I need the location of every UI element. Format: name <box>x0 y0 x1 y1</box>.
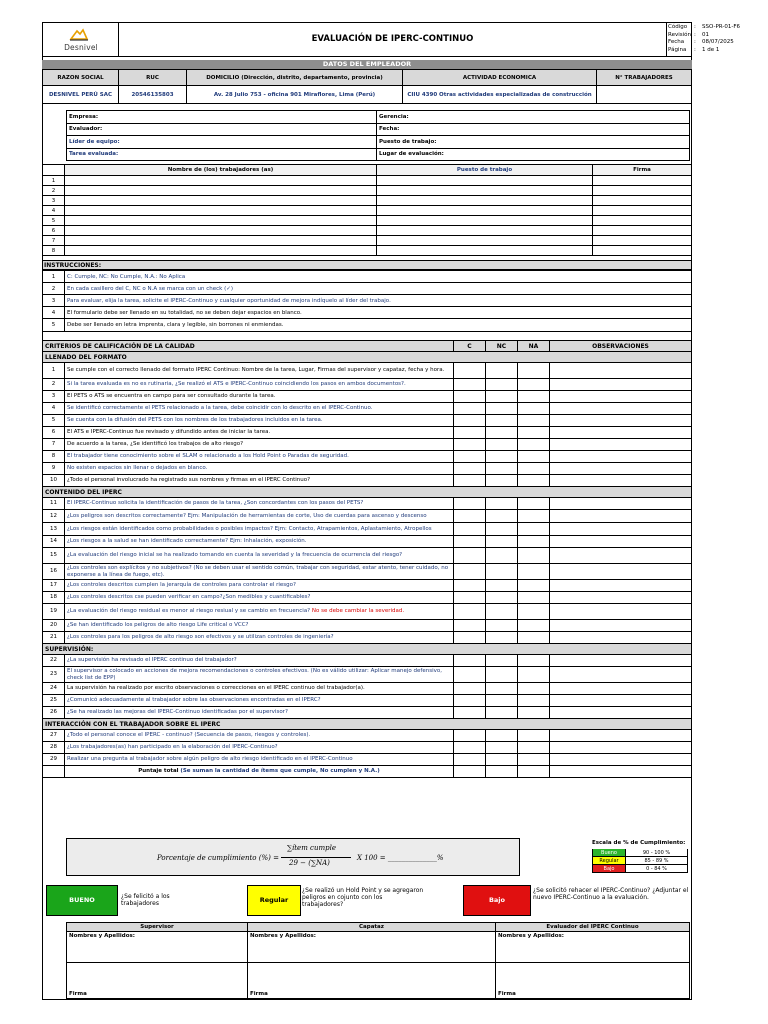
na-checkbox[interactable] <box>518 363 550 379</box>
criterio-text: ¿Comunicó adecuadamente al trabajador sobre las observaciones encontradas en el IPERC? <box>65 695 454 707</box>
supervisor-signature[interactable]: Firma <box>67 963 248 999</box>
criterio-text: El supervisor a colocado en acciones de mejora recomendaciones o controles efectivos. (No es válido utilizar: Aplicar manejo defensivo, check list de EPP) <box>65 667 454 683</box>
observaciones-cell[interactable] <box>550 564 692 580</box>
na-checkbox[interactable] <box>518 707 550 719</box>
lugar-field[interactable]: Lugar de evaluación: <box>377 148 690 161</box>
empresa-field[interactable]: Empresa: <box>67 111 377 124</box>
nc-checkbox[interactable] <box>486 742 518 754</box>
doc-date: 08/07/2025 <box>702 39 734 45</box>
observaciones-cell[interactable] <box>550 754 692 766</box>
nc-checkbox[interactable] <box>486 548 518 564</box>
criterios-section-title: LLENADO DEL FORMATO <box>43 352 692 363</box>
na-checkbox[interactable] <box>518 620 550 632</box>
observaciones-cell[interactable] <box>550 379 692 391</box>
ruc-value: 20546135803 <box>119 86 187 104</box>
na-checkbox[interactable] <box>518 754 550 766</box>
criterios-table <box>42 340 692 778</box>
nc-checkbox[interactable] <box>486 451 518 463</box>
criterio-row: 13 ¿Los riesgos están identificados como probabilidades o posibles impactos? Ejm: Contacto, Atrapamientos, Aplastamiento, Atropellos <box>43 523 692 536</box>
compliance-formula: Porcentaje de cumplimiento (%) = ∑ítem cumple 29 − (∑NA) X 100 = ______________% <box>66 838 520 876</box>
na-checkbox[interactable] <box>518 403 550 415</box>
criterio-text: ¿Los controles para los peligros de alto riesgo son efectivos y se utilizan controles de ingeniería? <box>65 632 454 644</box>
na-checkbox[interactable] <box>518 632 550 644</box>
worker-row: 8 <box>43 246 692 256</box>
criterio-row: 14 ¿Los riesgos a la salud se han identificado correctamente? Ejm: Inhalación, exposición. <box>43 536 692 548</box>
observaciones-cell[interactable] <box>550 498 692 510</box>
nc-checkbox[interactable] <box>486 655 518 667</box>
c-checkbox[interactable] <box>454 463 486 475</box>
doc-page: 1 de 1 <box>702 46 720 53</box>
compliance-scale: Escala de % de Cumplimiento: Bueno 90 - 100 % Regular 85 - 89 % Bajo 0 - 84 % <box>592 840 690 873</box>
c-checkbox[interactable] <box>454 523 486 536</box>
list-item: 5 Debe ser llenado en letra imprenta, clara y legible, sin borrones ni enmiendas. <box>43 319 692 332</box>
evaluador-field[interactable]: Evaluador: <box>67 123 377 136</box>
criterio-text: De acuerdo a la tarea, ¿Se identificó los trabajos de alto riesgo? <box>65 439 454 451</box>
formula-result[interactable]: X 100 = ______________% <box>357 854 444 862</box>
na-checkbox[interactable] <box>518 439 550 451</box>
capataz-signature[interactable]: Firma <box>248 963 496 999</box>
c-checkbox[interactable] <box>454 379 486 391</box>
criterio-text: ¿Los trabajadores(as) han participado en la elaboración del IPERC-Continuo? <box>65 742 454 754</box>
criterio-text: ¿Los peligros son descritos correctamente? Ejm: Manipulación de herramientas de corte, Uso de cuerdas para ascenso y descenso <box>65 510 454 523</box>
criterio-text: Se cumple con el correcto llenado del formato IPERC Continuo: Nombre de la tarea, Lugar, Firmas del supervisor y capataz, fecha y hora. <box>65 363 454 379</box>
nc-checkbox[interactable] <box>486 754 518 766</box>
criterio-row: 26 ¿Se ha realizado las mejoras del IPERC-Continuo identificadas por el supervisor? <box>43 707 692 719</box>
actividad-value: CIIU 4390 Otras actividades especializadas de construcción <box>403 86 597 104</box>
criterio-row: 21 ¿Los controles para los peligros de alto riesgo son efectivos y se utilizan controles de ingeniería? <box>43 632 692 644</box>
list-item: 4 El formulario debe ser llenado en su totalidad, no se deben dejar espacios en blanco. <box>43 307 692 319</box>
criterios-section-title: INTERACCIÓN CON EL TRABAJADOR SOBRE EL IPERC <box>43 719 692 730</box>
c-checkbox[interactable] <box>454 475 486 487</box>
criterio-row: 8 El trabajador tiene conocimiento sobre el SLAM o relacionado a los Hold Point o Paradas de seguridad. <box>43 451 692 463</box>
nc-checkbox[interactable] <box>486 620 518 632</box>
criterio-text: Si la tarea evaluada es no es rutinaria, ¿Se realizó el ATS e IPERC-Continuo coincidiendo los pasos en ambos documentos?. <box>65 379 454 391</box>
criterio-text: La supervisión ha realizado por escrito observaciones o correcciones en el IPERC continuo del trabajador(a). <box>65 683 454 695</box>
nc-checkbox[interactable] <box>486 391 518 403</box>
criterio-row: 19 ¿La evaluación del riesgo residual es menor al riesgo resiual y se cambio en frecuencia? No se debe cambiar la severidad. <box>43 604 692 620</box>
c-checkbox[interactable] <box>454 730 486 742</box>
criterio-row: 25 ¿Comunicó adecuadamente al trabajador sobre las observaciones encontradas en el IPERC? <box>43 695 692 707</box>
instrucciones-title: INSTRUCCIONES: <box>42 260 692 270</box>
criterio-text: No existen espacios sin llenar o dejados en blanco. <box>65 463 454 475</box>
nc-checkbox[interactable] <box>486 523 518 536</box>
criterio-row: 16 ¿Los controles son explícitos y no subjetivos? (No se deben usar el sentido común, trabajar con seguridad, estar atento, tener cuidado, no exponerse a la línea de fuego, etc). <box>43 564 692 580</box>
worker-row: 3 <box>43 196 692 206</box>
c-checkbox[interactable] <box>454 754 486 766</box>
criterios-section-title: CONTENIDO DEL IPERC <box>43 487 692 498</box>
criterio-row: 7 De acuerdo a la tarea, ¿Se identificó los trabajos de alto riesgo? <box>43 439 692 451</box>
criterios-section-title: SUPERVISIÓN: <box>43 644 692 655</box>
na-checkbox[interactable] <box>518 580 550 592</box>
observaciones-cell[interactable] <box>550 451 692 463</box>
observaciones-cell[interactable] <box>550 604 692 620</box>
criterio-row: 23 El supervisor a colocado en acciones de mejora recomendaciones o controles efectivos. (No es válido utilizar: Aplicar manejo defensivo, check list de EPP) <box>43 667 692 683</box>
criterio-text: El PETS o ATS se encuentra en campo para ser consultado durante la tarea. <box>65 391 454 403</box>
c-checkbox[interactable] <box>454 391 486 403</box>
criterio-text: ¿Se han identificado los peligros de alto riesgo Life critical o VCC? <box>65 620 454 632</box>
na-checkbox[interactable] <box>518 510 550 523</box>
nc-checkbox[interactable] <box>486 415 518 427</box>
evaluador-name[interactable]: Nombres y Apellidos: <box>496 932 690 963</box>
c-checkbox[interactable] <box>454 683 486 695</box>
nc-checkbox[interactable] <box>486 592 518 604</box>
nc-checkbox[interactable] <box>486 498 518 510</box>
c-checkbox[interactable] <box>454 510 486 523</box>
criterio-row: 9 No existen espacios sin llenar o dejados en blanco. <box>43 463 692 475</box>
c-checkbox[interactable] <box>454 548 486 564</box>
criterio-text: El ATS e IPERC-Continuo fue revisado y difundido antes de iniciar la tarea. <box>65 427 454 439</box>
puntaje-total-row: Puntaje total (Se suman la cantidad de ítems que cumple, No cumplen y N.A.) <box>43 766 692 778</box>
observaciones-cell[interactable] <box>550 363 692 379</box>
nc-checkbox[interactable] <box>486 463 518 475</box>
criterio-text: Se identificó correctamente el PETS relacionado a la tarea, debe coincidir con lo descrito en el IPERC-Continuo. <box>65 403 454 415</box>
c-checkbox[interactable] <box>454 451 486 463</box>
workers-table: Nombre de (los) trabajadores (as) Puesto de trabajo Firma 1 2 3 4 5 6 7 8 <box>42 164 692 256</box>
observaciones-cell[interactable] <box>550 707 692 719</box>
nc-checkbox[interactable] <box>486 683 518 695</box>
c-checkbox[interactable] <box>454 667 486 683</box>
observaciones-cell[interactable] <box>550 523 692 536</box>
observaciones-cell[interactable] <box>550 415 692 427</box>
criterio-text: Se cuenta con la difusión del PETS con los nombres de los trabajadores incluidos en la tarea. <box>65 415 454 427</box>
nc-checkbox[interactable] <box>486 475 518 487</box>
criterio-row: 11 El IPERC-Continuo solicita la identificación de pasos de la tarea, ¿Son concordantes con los pasos del PETS? <box>43 498 692 510</box>
criterio-row: 28 ¿Los trabajadores(as) han participado en la elaboración del IPERC-Continuo? <box>43 742 692 754</box>
criterio-row: 1 Se cumple con el correcto llenado del formato IPERC Continuo: Nombre de la tarea, Lugar, Firmas del supervisor y capataz, fecha y hora. <box>43 363 692 379</box>
observaciones-cell[interactable] <box>550 695 692 707</box>
na-checkbox[interactable] <box>518 683 550 695</box>
na-checkbox[interactable] <box>518 548 550 564</box>
document-meta: Código : SSO-PR-01-F6 Revisión : 01 Fecha : 08/07/2025 Página : 1 de 1 <box>668 24 740 53</box>
observaciones-cell[interactable] <box>550 742 692 754</box>
doc-code: SSO-PR-01-F6 <box>702 24 740 30</box>
criterio-text: ¿Se ha realizado las mejoras del IPERC-Continuo identificadas por el supervisor? <box>65 707 454 719</box>
worker-row: 7 <box>43 236 692 246</box>
c-checkbox[interactable] <box>454 363 486 379</box>
na-checkbox[interactable] <box>518 730 550 742</box>
nc-checkbox[interactable] <box>486 564 518 580</box>
tarea-field[interactable]: Tarea evaluada: <box>67 148 377 161</box>
bueno-badge: BUENO <box>46 885 118 916</box>
criterio-text: ¿Todo el personal involucrado ha registrado sus nombres y firmas en el IPERC Continuo? <box>65 475 454 487</box>
criterio-text: ¿La supervisión ha revisado el IPERC continuo del trabajador? <box>65 655 454 667</box>
bajo-question: ¿Se solicitó rehacer el IPERC-Continuo? ¿Adjuntar el nuevo IPERC-Continuo a la evaluación. <box>533 887 689 901</box>
c-checkbox[interactable] <box>454 707 486 719</box>
na-checkbox[interactable] <box>518 463 550 475</box>
nc-checkbox[interactable] <box>486 427 518 439</box>
criterio-row: 20 ¿Se han identificado los peligros de alto riesgo Life critical o VCC? <box>43 620 692 632</box>
bueno-question: ¿Se felicitó a los trabajadores <box>121 893 170 907</box>
na-checkbox[interactable] <box>518 604 550 620</box>
nc-checkbox[interactable] <box>486 604 518 620</box>
form-header <box>42 22 740 57</box>
criterio-text: ¿La evaluación del riesgo residual es menor al riesgo resiual y se cambio en frecuencia? No se debe cambiar la severidad. <box>65 604 454 620</box>
observaciones-cell[interactable] <box>550 510 692 523</box>
puesto-field[interactable]: Puesto de trabajo: <box>377 136 690 149</box>
na-checkbox[interactable] <box>518 451 550 463</box>
regular-question: ¿Se realizó un Hold Point y se agregaron peligros en cojunto con los trabajadores? <box>302 887 424 908</box>
criterio-text: ¿La evaluación del riesgo inicial se ha realizado tomando en cuenta la severidad y la frecuencia de ocurrencia del riesgo? <box>65 548 454 564</box>
observaciones-cell[interactable] <box>550 730 692 742</box>
worker-row: 6 <box>43 226 692 236</box>
criterio-row: 10 ¿Todo el personal involucrado ha registrado sus nombres y firmas en el IPERC Continuo? <box>43 475 692 487</box>
criterio-row: 2 Si la tarea evaluada es no es rutinaria, ¿Se realizó el ATS e IPERC-Continuo coincidiendo los pasos en ambos documentos?. <box>43 379 692 391</box>
nc-checkbox[interactable] <box>486 510 518 523</box>
criterio-row: 6 El ATS e IPERC-Continuo fue revisado y difundido antes de iniciar la tarea. <box>43 427 692 439</box>
observaciones-cell[interactable] <box>550 427 692 439</box>
criterio-text: ¿Los controles descritos cumplen la jerarquía de controles para controlar el riesgo? <box>65 580 454 592</box>
c-checkbox[interactable] <box>454 564 486 580</box>
doc-revision: 01 <box>702 31 709 38</box>
criterio-row: 4 Se identificó correctamente el PETS relacionado a la tarea, debe coincidir con lo descrito en el IPERC-Continuo. <box>43 403 692 415</box>
c-checkbox[interactable] <box>454 403 486 415</box>
na-checkbox[interactable] <box>518 667 550 683</box>
observaciones-cell[interactable] <box>550 548 692 564</box>
list-item: 3 Para evaluar, elija la tarea, solicite el IPERC-Continuo y cualquier oportunidad de mejora indíquelo al líder del trabajo. <box>43 295 692 307</box>
supervisor-name[interactable]: Nombres y Apellidos: <box>67 932 248 963</box>
form-title: EVALUACIÓN DE IPERC-CONTINUO <box>119 23 667 56</box>
empleador-table: RAZON SOCIAL RUC DOMICILIO (Dirección, distrito, departamento, provincia) ACTIVIDAD ECONOMICA N° TRABAJADORES DESNIVEL PERÚ SAC 20546135803 Av. 28 Julio 753 - oficina 901 Miraflores, Lima (Perú) CIIU 4390 Otras actividades especializadas de construcción <box>42 69 692 104</box>
observaciones-cell[interactable] <box>550 620 692 632</box>
criterio-row: 22 ¿La supervisión ha revisado el IPERC continuo del trabajador? <box>43 655 692 667</box>
puntaje-cell[interactable] <box>454 766 486 778</box>
c-checkbox[interactable] <box>454 415 486 427</box>
na-checkbox[interactable] <box>518 655 550 667</box>
observaciones-cell[interactable] <box>550 632 692 644</box>
na-checkbox[interactable] <box>518 415 550 427</box>
list-item: 1 C: Cumple, NC: No Cumple, N.A.: No Aplica <box>43 271 692 283</box>
list-item: 2 En cada casillero del C, NC o N.A se marca con un check (✓) <box>43 283 692 295</box>
observaciones-cell[interactable] <box>550 403 692 415</box>
criterios-header: CRITERIOS DE CALIFICACIÓN DE LA CALIDAD C NC NA OBSERVACIONES <box>43 341 692 352</box>
nc-checkbox[interactable] <box>486 730 518 742</box>
c-checkbox[interactable] <box>454 742 486 754</box>
puntaje-cell[interactable] <box>486 766 518 778</box>
worker-row: 5 <box>43 216 692 226</box>
na-checkbox[interactable] <box>518 564 550 580</box>
criterio-row: 3 El PETS o ATS se encuentra en campo para ser consultado durante la tarea. <box>43 391 692 403</box>
nc-checkbox[interactable] <box>486 439 518 451</box>
criterio-row: 12 ¿Los peligros son descritos correctamente? Ejm: Manipulación de herramientas de corte, Uso de cuerdas para ascenso y descenso <box>43 510 692 523</box>
observaciones-cell[interactable] <box>550 475 692 487</box>
gerencia-field[interactable]: Gerencia: <box>377 111 690 124</box>
observaciones-cell[interactable] <box>550 667 692 683</box>
na-checkbox[interactable] <box>518 523 550 536</box>
observaciones-cell[interactable] <box>550 592 692 604</box>
nc-checkbox[interactable] <box>486 667 518 683</box>
empleador-band: DATOS DEL EMPLEADOR <box>42 60 692 69</box>
na-checkbox[interactable] <box>518 742 550 754</box>
criterio-text: El trabajador tiene conocimiento sobre el SLAM o relacionado a los Hold Point o Paradas de seguridad. <box>65 451 454 463</box>
nc-checkbox[interactable] <box>486 695 518 707</box>
c-checkbox[interactable] <box>454 620 486 632</box>
observaciones-cell[interactable] <box>550 463 692 475</box>
worker-row: 1 <box>43 176 692 186</box>
na-checkbox[interactable] <box>518 475 550 487</box>
criterio-text: Realizar una pregunta al trabajador sobre algún peligro de alto riesgo identificado en el IPERC-Continuo <box>65 754 454 766</box>
observaciones-cell[interactable] <box>550 439 692 451</box>
observaciones-cell[interactable] <box>550 655 692 667</box>
domicilio-value: Av. 28 Julio 753 - oficina 901 Miraflores, Lima (Perú) <box>187 86 403 104</box>
observaciones-cell[interactable] <box>550 536 692 548</box>
logo-mark-icon <box>69 28 89 41</box>
observaciones-cell[interactable] <box>550 391 692 403</box>
fecha-field[interactable]: Fecha: <box>377 123 690 136</box>
nc-checkbox[interactable] <box>486 536 518 548</box>
na-checkbox[interactable] <box>518 592 550 604</box>
criterio-row: 29 Realizar una pregunta al trabajador sobre algún peligro de alto riesgo identificado en el IPERC-Continuo <box>43 754 692 766</box>
criterio-text: ¿Los riesgos están identificados como probabilidades o posibles impactos? Ejm: Contacto, Atrapamientos, Aplastamiento, Atropellos <box>65 523 454 536</box>
c-checkbox[interactable] <box>454 427 486 439</box>
criterio-row: 27 ¿Todo el personal conoce el IPERC - continuo? (Secuencia de pasos, riesgos y controles). <box>43 730 692 742</box>
criterio-text: ¿Los controles descritos cse pueden verificar en campo?¿Son medibles y cuantificables? <box>65 592 454 604</box>
nc-checkbox[interactable] <box>486 632 518 644</box>
worker-row: 2 <box>43 186 692 196</box>
c-checkbox[interactable] <box>454 632 486 644</box>
criterio-row: 15 ¿La evaluación del riesgo inicial se ha realizado tomando en cuenta la severidad y la frecuencia de ocurrencia del riesgo? <box>43 548 692 564</box>
nc-checkbox[interactable] <box>486 580 518 592</box>
nc-checkbox[interactable] <box>486 403 518 415</box>
lider-field[interactable]: Líder de equipo: <box>67 136 377 149</box>
criterio-text: El IPERC-Continuo solicita la identificación de pasos de la tarea, ¿Son concordantes con los pasos del PETS? <box>65 498 454 510</box>
worker-row: 4 <box>43 206 692 216</box>
evaluador-signature[interactable]: Firma <box>496 963 690 999</box>
c-checkbox[interactable] <box>454 655 486 667</box>
na-checkbox[interactable] <box>518 695 550 707</box>
criterio-row: 18 ¿Los controles descritos cse pueden verificar en campo?¿Son medibles y cuantificables? <box>43 592 692 604</box>
na-checkbox[interactable] <box>518 379 550 391</box>
na-checkbox[interactable] <box>518 427 550 439</box>
signatures-table: Supervisor Capataz Evaluador del IPERC Continuo Nombres y Apellidos: Nombres y Apellidos: Nombres y Apellidos: Firma Firma Firma <box>66 922 690 999</box>
formula-numerator: ∑ítem cumple <box>287 844 336 852</box>
evaluation-info-table <box>66 110 690 161</box>
na-checkbox[interactable] <box>518 498 550 510</box>
na-checkbox[interactable] <box>518 391 550 403</box>
c-checkbox[interactable] <box>454 695 486 707</box>
observaciones-cell[interactable] <box>550 580 692 592</box>
criterio-row: 24 La supervisión ha realizado por escrito observaciones o correcciones en el IPERC continuo del trabajador(a). <box>43 683 692 695</box>
criterio-text: ¿Todo el personal conoce el IPERC - continuo? (Secuencia de pasos, riesgos y controles). <box>65 730 454 742</box>
logo-text: Desnivel <box>64 43 98 52</box>
razon-social-value: DESNIVEL PERÚ SAC <box>43 86 119 104</box>
c-checkbox[interactable] <box>454 498 486 510</box>
company-logo <box>43 23 119 56</box>
trabajadores-value[interactable] <box>597 86 692 104</box>
bajo-badge: Bajo <box>463 885 531 916</box>
c-checkbox[interactable] <box>454 536 486 548</box>
puntaje-cell[interactable] <box>518 766 550 778</box>
criterio-row: 5 Se cuenta con la difusión del PETS con los nombres de los trabajadores incluidos en la tarea. <box>43 415 692 427</box>
criterio-text: ¿Los riesgos a la salud se han identificado correctamente? Ejm: Inhalación, exposición. <box>65 536 454 548</box>
nc-checkbox[interactable] <box>486 707 518 719</box>
formula-denominator: 29 − (∑NA) <box>289 859 330 867</box>
na-checkbox[interactable] <box>518 536 550 548</box>
c-checkbox[interactable] <box>454 604 486 620</box>
c-checkbox[interactable] <box>454 592 486 604</box>
criterio-row: 17 ¿Los controles descritos cumplen la jerarquía de controles para controlar el riesgo? <box>43 580 692 592</box>
regular-badge: Regular <box>247 885 301 916</box>
instrucciones-list <box>42 270 692 332</box>
c-checkbox[interactable] <box>454 580 486 592</box>
criterio-text: ¿Los controles son explícitos y no subjetivos? (No se deben usar el sentido común, trabajar con seguridad, estar atento, tener cuidado, no exponerse a la línea de fuego, etc). <box>65 564 454 580</box>
capataz-name[interactable]: Nombres y Apellidos: <box>248 932 496 963</box>
c-checkbox[interactable] <box>454 439 486 451</box>
nc-checkbox[interactable] <box>486 363 518 379</box>
nc-checkbox[interactable] <box>486 379 518 391</box>
observaciones-cell[interactable] <box>550 683 692 695</box>
